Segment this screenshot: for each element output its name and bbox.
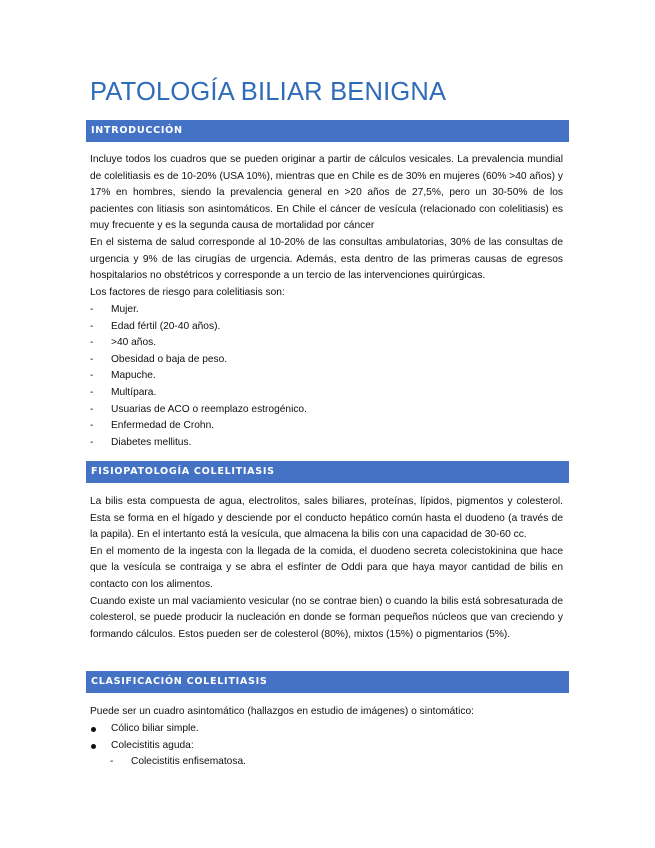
section-heading-introduccion: INTRODUCCIÓN: [86, 120, 569, 142]
list-item: [90, 319, 560, 336]
list-item: [90, 302, 560, 319]
list-item-label: Colecistitis enfisematosa.: [131, 756, 246, 768]
list-marker: -: [90, 386, 94, 398]
list-item: [90, 402, 560, 419]
list-marker: -: [90, 304, 94, 315]
list-item-label: Mapuche.: [111, 370, 156, 382]
sub-list-item: [90, 754, 560, 771]
list-item-label: Cólico biliar simple.: [111, 723, 199, 734]
list-item: [90, 721, 560, 738]
list-marker: -: [90, 403, 94, 415]
list-item-label: Obesidad o baja de peso.: [111, 353, 228, 365]
bullet-icon: [91, 727, 96, 732]
list-item-label: Diabetes mellitus.: [111, 436, 192, 448]
list-item: [90, 435, 560, 452]
list-item-label: Multípara.: [111, 386, 157, 398]
list-item-label: Mujer.: [111, 304, 139, 315]
list-item-label: Colecistitis aguda:: [111, 739, 194, 751]
list-marker: -: [90, 370, 94, 382]
clasif-intro: Puede ser un cuadro asintomático (hallazgos en estudio de imágenes) o sintomático:: [90, 706, 474, 717]
list-item-label: Edad fértil (20-40 años).: [111, 320, 221, 332]
clasif-list: [90, 721, 560, 771]
bullet-icon: [91, 744, 96, 749]
page-title: PATOLOGÍA BILIAR BENIGNA: [90, 78, 447, 106]
list-marker: -: [90, 436, 94, 448]
list-item-label: Usuarias de ACO o reemplazo estrogénico.: [111, 403, 307, 415]
fisio-paragraph: En el momento de la ingesta con la llegada de la comida, el duodeno secreta colecistokinina que hace que la vesícula se contraiga y se abra el esfínter de Oddi para que haya mayor cantidad de bilis en contacto con los alimentos.: [90, 545, 563, 590]
list-item-label: Enfermedad de Crohn.: [111, 420, 215, 432]
fisio-paragraph: La bilis esta compuesta de agua, electrolitos, sales biliares, proteínas, lípidos, pigmentos y colesterol. Esta se forma en el hígado y desciende por el conducto hepático común hasta el duodeno (a través de la papila). En el intertanto está la vesícula, que almacena la bilis con una capacidad de 30-60 cc.: [90, 496, 563, 541]
list-item-label: >40 años.: [111, 337, 157, 349]
section-heading-clasificacion: CLASIFICACIÓN COLELITIASIS: [86, 671, 569, 693]
list-item: [90, 368, 560, 385]
intro-text: [90, 152, 563, 301]
risk-factors-list: [90, 302, 560, 451]
list-marker: -: [90, 337, 94, 349]
intro-paragraph: Incluye todos los cuadros que se pueden originar a partir de cálculos vesicales. La prevalencia mundial de colelitiasis es de 10-20% (USA 10%), mientras que en Chile es de 30% en mujeres (60% >40 años) y 17% en hombres, siendo la prevalencia general en >20 años de 27,5%, pero un 30-50% de los pacientes con litiasis son asintomáticos. En Chile el cáncer de vesícula (relacionado con colelitiasis) es muy frecuente y es la segunda causa de mortalidad por cáncer: [90, 154, 563, 232]
section-heading-fisiopatologia: FISIOPATOLOGÍA COLELITIASIS: [86, 461, 569, 483]
intro-paragraph: En el sistema de salud corresponde al 10-20% de las consultas ambulatorias, 30% de las consultas de urgencia y 9% de las cirugías de urgencia. Además, esta dentro de las primeras causas de egresos hospitalarios no obstétricos y corresponde a un tercio de las intervenciones quirúrgicas.: [90, 236, 563, 282]
fisio-text: [90, 494, 563, 643]
list-item: [90, 738, 560, 755]
list-item: [90, 352, 560, 369]
list-marker: -: [110, 756, 114, 768]
list-marker: -: [90, 353, 94, 365]
list-marker: -: [90, 420, 94, 432]
list-item: [90, 418, 560, 435]
intro-paragraph: Los factores de riesgo para colelitiasis son:: [90, 286, 285, 298]
fisio-paragraph: Cuando existe un mal vaciamiento vesicular (no se contrae bien) o cuando la bilis está sobresaturada de colesterol, se puede producir la nucleación en donde se forman pequeños núcleos que van creciendo y formando cálculos. Estos pueden ser de colesterol (80%), mixtos (15%) o pigmentarios (5%).: [90, 595, 563, 640]
list-item: [90, 385, 560, 402]
list-item: [90, 335, 560, 352]
list-marker: -: [90, 320, 94, 332]
